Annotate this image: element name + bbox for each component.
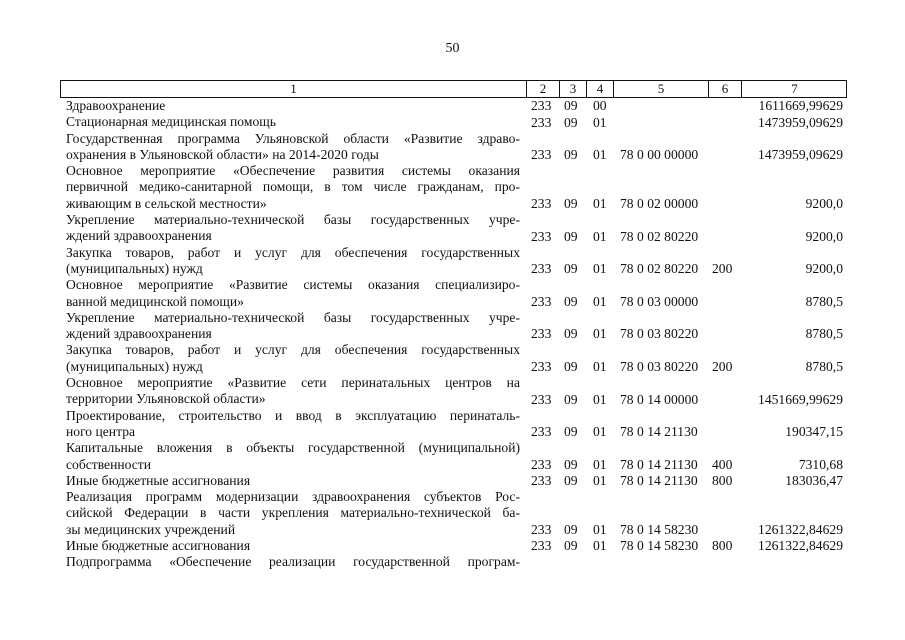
expense-type-code-cell: 400 bbox=[712, 456, 733, 472]
page-number: 50 bbox=[445, 41, 460, 56]
amount-cell: 183036,47 bbox=[785, 473, 843, 489]
amount-cell: 9200,0 bbox=[805, 196, 843, 212]
budget-table bbox=[0, 98, 905, 571]
subsection-code-cell: 01 bbox=[593, 293, 607, 309]
row-name-line: Здравоохранение bbox=[66, 98, 166, 113]
amount-cell: 1473959,09629 bbox=[758, 114, 843, 130]
admin-code-cell: 233 bbox=[531, 326, 552, 342]
row-name-line: Стационарная медицинская помощь bbox=[66, 114, 276, 130]
row-name-line: ждений здравоохранения bbox=[66, 326, 212, 342]
row-name bbox=[66, 375, 520, 408]
section-code-cell: 09 bbox=[564, 391, 578, 407]
row-name bbox=[66, 245, 520, 278]
row-name-line: ждений здравоохранения bbox=[66, 228, 212, 244]
row-name-line: живающим в сельской местности» bbox=[66, 195, 267, 211]
row-name-line: Капитальные вложения в объекты государственной (муниципальной) bbox=[66, 440, 520, 456]
table-row bbox=[0, 554, 905, 570]
admin-code-cell: 233 bbox=[531, 522, 552, 538]
section-code-cell: 09 bbox=[564, 114, 578, 130]
subsection-code-cell: 01 bbox=[593, 424, 607, 440]
table-row bbox=[0, 310, 905, 343]
admin-code-cell: 233 bbox=[531, 114, 552, 130]
target-article-code-cell: 78 0 14 00000 bbox=[620, 391, 699, 407]
table-row bbox=[0, 440, 905, 473]
admin-code-cell: 233 bbox=[531, 147, 552, 163]
table-row bbox=[0, 489, 905, 538]
table-header bbox=[60, 80, 847, 98]
row-name-line: Закупка товаров, работ и услуг для обеспечения государственных bbox=[66, 244, 520, 260]
subsection-code-cell: 01 bbox=[593, 114, 607, 130]
row-name-line: Укрепление материально-технической базы государственных учре- bbox=[66, 309, 520, 325]
expense-type-code-cell: 200 bbox=[712, 261, 733, 277]
admin-code-cell: 233 bbox=[531, 293, 552, 309]
row-name-line: Основное мероприятие «Развитие сети перинатальных центров на bbox=[66, 375, 520, 391]
row-name-line: зы медицинских учреждений bbox=[66, 521, 236, 537]
admin-code-cell: 233 bbox=[531, 391, 552, 407]
table-row bbox=[0, 98, 905, 114]
expense-type-code-cell: 800 bbox=[712, 538, 733, 554]
amount-cell: 8780,5 bbox=[805, 359, 843, 375]
row-name-line: Государственная программа Ульяновской области «Развитие здраво- bbox=[66, 130, 520, 146]
admin-code-cell: 233 bbox=[531, 473, 552, 489]
row-name-line: Реализация программ модернизации здравоохранения субъектов Рос- bbox=[66, 489, 520, 505]
subsection-code-cell: 01 bbox=[593, 326, 607, 342]
target-article-code-cell: 78 0 02 80220 bbox=[620, 228, 699, 244]
row-name bbox=[66, 212, 520, 245]
row-name-line: Укрепление материально-технической базы государственных учре- bbox=[66, 212, 520, 228]
row-name-line: Закупка товаров, работ и услуг для обеспечения государственных bbox=[66, 342, 520, 358]
expense-type-code-cell: 800 bbox=[712, 473, 733, 489]
section-code-cell: 09 bbox=[564, 147, 578, 163]
subsection-code-cell: 01 bbox=[593, 359, 607, 375]
row-name-line: Основное мероприятие «Обеспечение развития системы оказания bbox=[66, 163, 520, 179]
row-name-line: (муниципальных) нужд bbox=[66, 358, 203, 374]
subsection-code-cell: 01 bbox=[593, 456, 607, 472]
target-article-code-cell: 78 0 03 00000 bbox=[620, 293, 699, 309]
row-name bbox=[66, 98, 520, 114]
amount-cell: 1261322,84629 bbox=[758, 538, 843, 554]
target-article-code-cell: 78 0 00 00000 bbox=[620, 147, 699, 163]
row-name-line: Проектирование, строительство и ввод в эксплуатацию перинаталь- bbox=[66, 407, 520, 423]
section-code-cell: 09 bbox=[564, 196, 578, 212]
row-name-line: Подпрограмма «Обеспечение реализации государственной програм- bbox=[66, 554, 520, 570]
admin-code-cell: 233 bbox=[531, 228, 552, 244]
row-name bbox=[66, 538, 520, 554]
row-name bbox=[66, 131, 520, 164]
row-name-line: Основное мероприятие «Развитие системы оказания специализиро- bbox=[66, 277, 520, 293]
header-cell-5: 5 bbox=[614, 81, 709, 97]
row-name-line: первичной медико-санитарной помощи, в том числе гражданам, про- bbox=[66, 179, 520, 195]
row-name-line: Иные бюджетные ассигнования bbox=[66, 538, 251, 554]
section-code-cell: 09 bbox=[564, 326, 578, 342]
row-name bbox=[66, 408, 520, 441]
header-cell-2: 2 bbox=[527, 81, 560, 97]
table-row bbox=[0, 114, 905, 130]
table-row bbox=[0, 538, 905, 554]
amount-cell: 1473959,09629 bbox=[758, 147, 843, 163]
section-code-cell: 09 bbox=[564, 522, 578, 538]
table-row bbox=[0, 408, 905, 441]
row-name-line: сийской Федерации в части укрепления материально-технической ба- bbox=[66, 505, 520, 521]
row-name bbox=[66, 277, 520, 310]
section-code-cell: 09 bbox=[564, 538, 578, 554]
row-name bbox=[66, 489, 520, 538]
header-cell-7: 7 bbox=[791, 81, 798, 96]
section-code-cell: 09 bbox=[564, 98, 578, 114]
admin-code-cell: 233 bbox=[531, 261, 552, 277]
target-article-code-cell: 78 0 14 21130 bbox=[620, 473, 698, 489]
admin-code-cell: 233 bbox=[531, 456, 552, 472]
table-row bbox=[0, 163, 905, 212]
subsection-code-cell: 01 bbox=[593, 147, 607, 163]
row-name-line: (муниципальных) нужд bbox=[66, 260, 203, 276]
section-code-cell: 09 bbox=[564, 228, 578, 244]
row-name bbox=[66, 473, 520, 489]
table-row bbox=[0, 245, 905, 278]
target-article-code-cell: 78 0 03 80220 bbox=[620, 326, 699, 342]
table-row bbox=[0, 277, 905, 310]
target-article-code-cell: 78 0 14 21130 bbox=[620, 424, 698, 440]
amount-cell: 1451669,99629 bbox=[758, 391, 843, 407]
subsection-code-cell: 01 bbox=[593, 522, 607, 538]
target-article-code-cell: 78 0 03 80220 bbox=[620, 359, 699, 375]
row-name-line: ванной медицинской помощи» bbox=[66, 293, 244, 309]
target-article-code-cell: 78 0 14 21130 bbox=[620, 456, 698, 472]
row-name-line: Иные бюджетные ассигнования bbox=[66, 472, 251, 488]
admin-code-cell: 233 bbox=[531, 98, 552, 114]
row-name bbox=[66, 554, 520, 570]
row-name-line: ного центра bbox=[66, 423, 136, 439]
section-code-cell: 09 bbox=[564, 473, 578, 489]
subsection-code-cell: 01 bbox=[593, 391, 607, 407]
admin-code-cell: 233 bbox=[531, 196, 552, 212]
subsection-code-cell: 01 bbox=[593, 228, 607, 244]
row-name-line: собственности bbox=[66, 456, 152, 472]
row-name bbox=[66, 163, 520, 212]
target-article-code-cell: 78 0 14 58230 bbox=[620, 522, 699, 538]
section-code-cell: 09 bbox=[564, 359, 578, 375]
admin-code-cell: 233 bbox=[531, 424, 552, 440]
amount-cell: 9200,0 bbox=[805, 228, 843, 244]
section-code-cell: 09 bbox=[564, 261, 578, 277]
amount-cell: 1611669,99629 bbox=[758, 98, 843, 114]
subsection-code-cell: 00 bbox=[593, 98, 607, 114]
section-code-cell: 09 bbox=[564, 424, 578, 440]
section-code-cell: 09 bbox=[564, 293, 578, 309]
row-name bbox=[66, 114, 520, 130]
admin-code-cell: 233 bbox=[531, 359, 552, 375]
header-cell-6: 6 bbox=[709, 81, 742, 97]
amount-cell: 8780,5 bbox=[805, 326, 843, 342]
header-cell-4: 4 bbox=[587, 81, 614, 97]
row-name bbox=[66, 310, 520, 343]
table-row bbox=[0, 473, 905, 489]
section-code-cell: 09 bbox=[564, 456, 578, 472]
amount-cell: 7310,68 bbox=[798, 456, 843, 472]
table-row bbox=[0, 375, 905, 408]
expense-type-code-cell: 200 bbox=[712, 359, 733, 375]
target-article-code-cell: 78 0 14 58230 bbox=[620, 538, 699, 554]
row-name bbox=[66, 342, 520, 375]
amount-cell: 190347,15 bbox=[785, 424, 843, 440]
amount-cell: 9200,0 bbox=[805, 261, 843, 277]
row-name-line: территории Ульяновской области» bbox=[66, 391, 266, 407]
table-row bbox=[0, 131, 905, 164]
subsection-code-cell: 01 bbox=[593, 538, 607, 554]
amount-cell: 8780,5 bbox=[805, 293, 843, 309]
amount-cell: 1261322,84629 bbox=[758, 522, 843, 538]
header-cell-1: 1 bbox=[61, 81, 527, 97]
target-article-code-cell: 78 0 02 00000 bbox=[620, 196, 699, 212]
subsection-code-cell: 01 bbox=[593, 261, 607, 277]
admin-code-cell: 233 bbox=[531, 538, 552, 554]
row-name-line: охранения в Ульяновской области» на 2014-2020 годы bbox=[66, 146, 379, 162]
row-name bbox=[66, 440, 520, 473]
table-row bbox=[0, 212, 905, 245]
subsection-code-cell: 01 bbox=[593, 473, 607, 489]
table-row bbox=[0, 342, 905, 375]
header-cell-3: 3 bbox=[560, 81, 587, 97]
subsection-code-cell: 01 bbox=[593, 196, 607, 212]
target-article-code-cell: 78 0 02 80220 bbox=[620, 261, 699, 277]
